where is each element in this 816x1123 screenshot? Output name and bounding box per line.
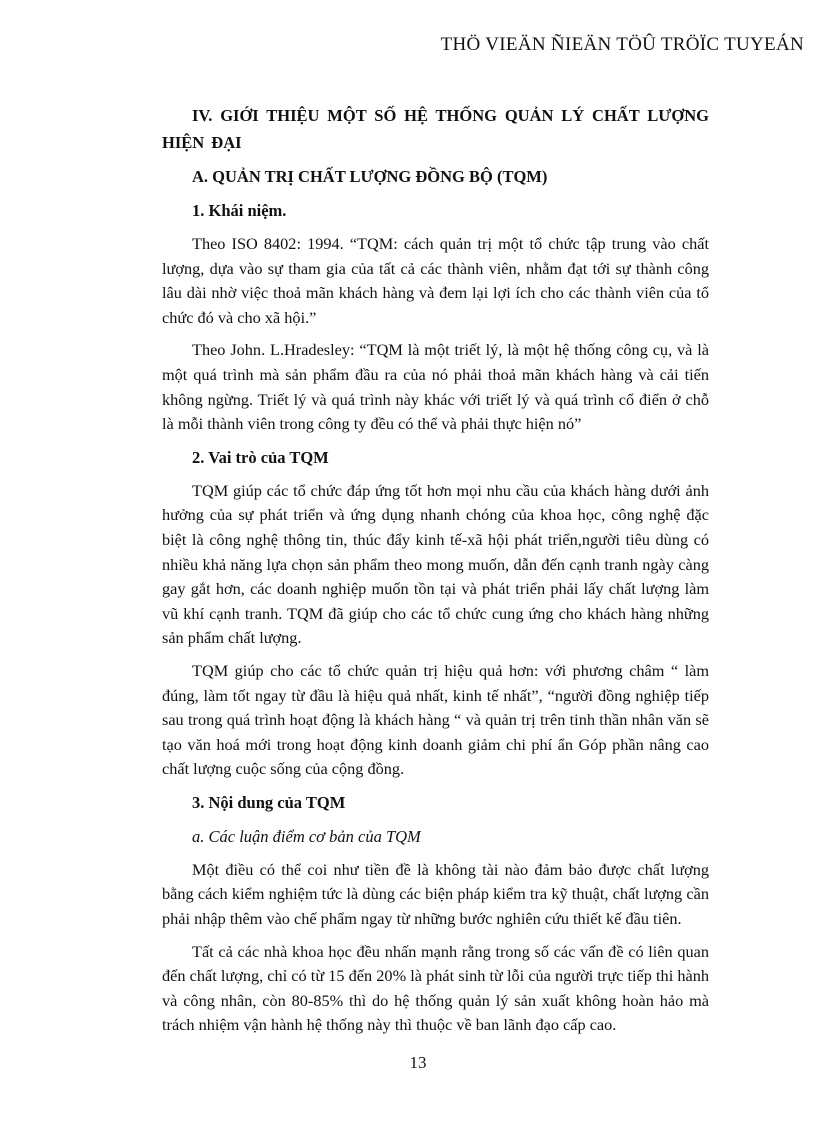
heading-role: 2. Vai trò của TQM bbox=[192, 447, 329, 467]
paragraph: TQM giúp cho các tổ chức quản trị hiệu quả hơn: với phương châm “ làm đúng, làm tốt ngay từ đầu là hiệu quả nhất, kinh tế nhất”, “người đồng nghiệp tiếp sau trong quá trình hoạt động là khách hàng “ và quản trị trên tinh thần nhân văn sẽ tạo văn hoá mới trong hoạt động kinh doanh giảm chi phí ẩn Góp phần nâng cao chất lượng cuộc sống của cộng đồng. bbox=[162, 660, 709, 779]
heading-content: 3. Nội dung của TQM bbox=[192, 792, 346, 812]
page-content bbox=[162, 102, 709, 1046]
subsection-title: A. QUẢN TRỊ CHẤT LƯỢNG ĐỒNG BỘ (TQM) bbox=[192, 167, 548, 186]
section-title: IV. GIỚI THIỆU MỘT SỐ HỆ THỐNG QUẢN LÝ CHẤT LƯỢNG HIỆN ĐẠI bbox=[162, 106, 709, 152]
subheading-principles: a. Các luận điểm cơ bản của TQM bbox=[192, 826, 421, 846]
paragraph: TQM giúp các tổ chức đáp ứng tốt hơn mọi nhu cầu của khách hàng dưới ảnh hưởng của sự phát triển và ứng dụng nhanh chóng của khoa học, công nghệ đặc biệt là công nghệ thông tin, thúc đẩy kinh tế-xã hội phát triển,người tiêu dùng có nhiều khả năng lựa chọn sản phẩm theo mong muốn, dẫn đến cạnh tranh ngày càng gay gắt hơn, các doanh nghiệp muốn tồn tại và phát triển phải lấy chất lượng làm vũ khí cạnh tranh. TQM đã giúp cho các tổ chức cung ứng cho khách hàng những sản phẩm chất lượng. bbox=[162, 480, 709, 648]
heading-concept: 1. Khái niệm. bbox=[192, 201, 287, 220]
page-header: THÖ VIEÄN ÑIEÄN TÖÛ TRÖÏC TUYEÁN bbox=[440, 34, 804, 55]
paragraph: Tất cả các nhà khoa học đều nhấn mạnh rằng trong số các vấn đề có liên quan đến chất lượng, chỉ có từ 15 đến 20% là phát sinh từ lỗi của người trực tiếp thi hành và công nhân, còn 80-85% thì do hệ thống quản lý sản xuất không hoàn hảo mà trách nhiệm vận hành hệ thống này thì thuộc về ban lãnh đạo cấp cao. bbox=[162, 941, 709, 1035]
paragraph: Theo John. L.Hradesley: “TQM là một triết lý, là một hệ thống công cụ, và là một quá trình mà sản phẩm đầu ra của nó phải thoả mãn khách hàng và cải tiến không ngừng. Triết lý và quá trình này khác với triết lý và quá trình cổ điển ở chỗ là mỗi thành viên trong công ty đều có thể và phải thực hiện nó” bbox=[162, 340, 709, 434]
page-number: 13 bbox=[409, 1053, 427, 1072]
paragraph: Theo ISO 8402: 1994. “TQM: cách quản trị một tổ chức tập trung vào chất lượng, dựa vào sự tham gia của tất cả các thành viên, nhằm đạt tới sự thành công lâu dài nhờ việc thoả mãn khách hàng và đem lại lợi ích cho các thành viên của tổ chức đó và cho xã hội.” bbox=[162, 234, 709, 327]
paragraph: Một điều có thể coi như tiền đề là không tài nào đảm bảo được chất lượng bằng cách kiểm nghiệm tức là dùng các biện pháp kiểm tra kỹ thuật, chất lượng cần phải nhập thêm vào chế phẩm ngay từ những bước nghiên cứu thiết kế đầu tiên. bbox=[162, 859, 709, 929]
